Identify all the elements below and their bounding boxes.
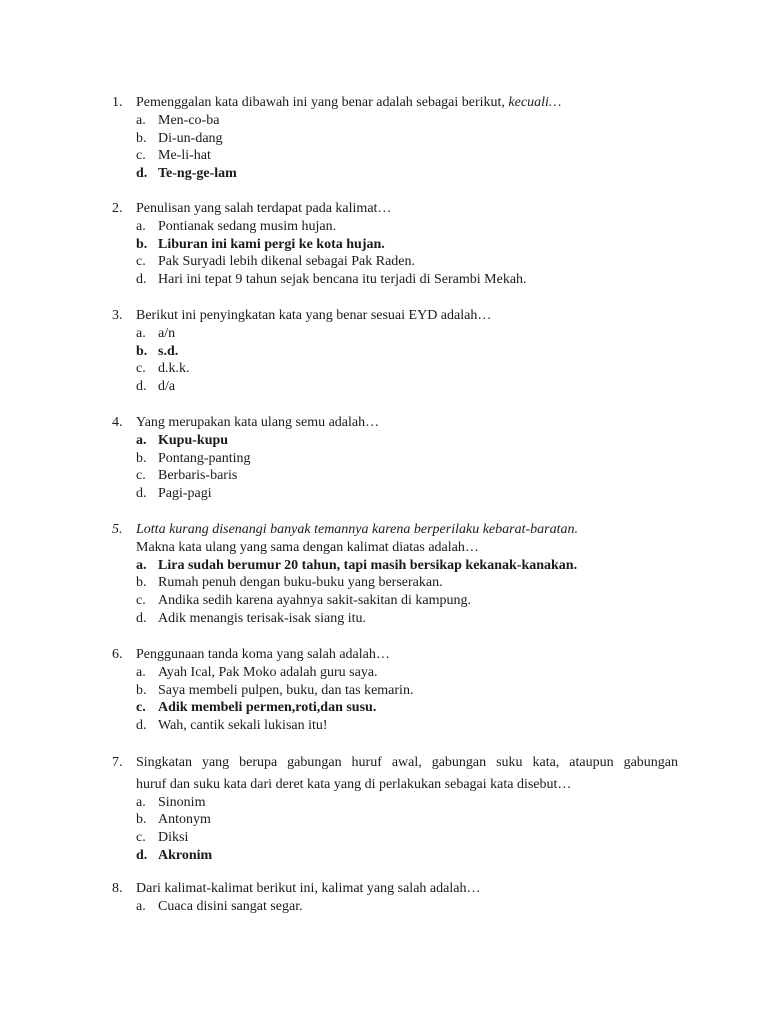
question-number: 2. — [112, 201, 123, 216]
option-letter: d. — [136, 610, 147, 626]
question-number: 3. — [112, 308, 123, 323]
option-letter: a. — [136, 325, 146, 341]
question-stem-line-1: Singkatan yang berupa gabungan huruf awal, gabungan suku kata, ataupun gabungan — [136, 755, 678, 770]
option-text: d.k.k. — [158, 361, 190, 377]
option-text: Me-li-hat — [158, 148, 211, 164]
option-a — [112, 112, 678, 130]
option-text: Men-co-ba — [158, 112, 220, 128]
option-letter: c. — [136, 361, 146, 377]
question-number: 7. — [112, 755, 123, 770]
option-text: Cuaca disini sangat segar. — [158, 898, 303, 914]
question-number: 1. — [112, 95, 123, 110]
option-text: Lira sudah berumur 20 tahun, tapi masih bersikap kekanak-kanakan. — [158, 557, 578, 573]
question-number: 5. — [112, 522, 123, 537]
option-b — [112, 130, 678, 148]
option-c — [112, 699, 678, 717]
option-text: Hari ini tepat 9 tahun sejak bencana itu terjadi di Serambi Mekah. — [158, 272, 527, 288]
option-d — [112, 165, 678, 183]
option-d — [112, 610, 678, 628]
option-letter: d. — [136, 379, 147, 395]
option-letter: a. — [136, 557, 147, 573]
question-1 — [112, 94, 678, 183]
question-stem: Lotta kurang disenangi banyak temannya karena berperilaku kebarat-baratan. — [136, 522, 578, 537]
option-text: Adik membeli permen,roti,dan susu. — [158, 700, 377, 716]
option-text: Berbaris-baris — [158, 468, 238, 484]
option-text: Akronim — [158, 847, 213, 863]
option-text: Andika sedih karena ayahnya sakit-sakitan di kampung. — [158, 593, 471, 609]
option-a — [112, 218, 678, 236]
option-c — [112, 592, 678, 610]
option-text: Adik menangis terisak-isak siang itu. — [158, 610, 367, 626]
option-text: s.d. — [158, 343, 179, 359]
option-b — [112, 811, 678, 829]
option-text: Rumah penuh dengan buku-buku yang berserakan. — [158, 575, 443, 591]
option-d — [112, 847, 678, 865]
option-letter: b. — [136, 682, 147, 698]
option-letter: b. — [136, 130, 147, 146]
option-letter: b. — [136, 343, 148, 359]
question-stem: Penggunaan tanda koma yang salah adalah… — [136, 647, 390, 662]
option-letter: c. — [136, 254, 146, 270]
question-3 — [112, 307, 678, 396]
option-text: Di-un-dang — [158, 130, 223, 146]
question-8 — [112, 880, 678, 916]
option-d — [112, 378, 678, 396]
option-text: Sinonim — [158, 794, 206, 810]
question-stem-line-2: huruf dan suku kata dari deret kata yang di perlakukan sebagai kata disebut… — [136, 776, 572, 792]
question-stem: Penulisan yang salah terdapat pada kalimat… — [136, 201, 392, 216]
option-a — [112, 664, 678, 682]
question-number: 8. — [112, 881, 123, 896]
option-letter: a. — [136, 794, 146, 810]
option-b — [112, 450, 678, 468]
option-text: Liburan ini kami pergi ke kota hujan. — [158, 236, 385, 252]
option-letter: d. — [136, 847, 148, 863]
option-letter: b. — [136, 450, 147, 466]
question-7 — [112, 754, 678, 865]
option-c — [112, 253, 678, 271]
option-letter: b. — [136, 236, 148, 252]
option-b — [112, 682, 678, 700]
option-b — [112, 236, 678, 254]
option-text: Kupu-kupu — [158, 432, 229, 448]
option-text: Pak Suryadi lebih dikenal sebagai Pak Raden. — [158, 254, 415, 270]
question-2 — [112, 200, 678, 289]
option-text: Pagi-pagi — [158, 486, 212, 502]
option-text: Pontang-panting — [158, 450, 251, 466]
option-d — [112, 717, 678, 735]
option-text: Wah, cantik sekali lukisan itu! — [158, 718, 328, 734]
question-stem: Yang merupakan kata ulang semu adalah… — [136, 415, 380, 430]
question-substem: Makna kata ulang yang sama dengan kalimat diatas adalah… — [136, 539, 479, 555]
option-a — [112, 794, 678, 812]
option-c — [112, 147, 678, 165]
option-letter: c. — [136, 830, 146, 846]
option-d — [112, 485, 678, 503]
question-number: 4. — [112, 415, 123, 430]
question-number: 6. — [112, 647, 123, 662]
question-stem: Pemenggalan kata dibawah ini yang benar adalah sebagai berikut, — [136, 95, 505, 110]
question-5 — [112, 521, 678, 628]
option-a — [112, 432, 678, 450]
option-text: Antonym — [158, 812, 211, 828]
option-b — [112, 574, 678, 592]
option-letter: b. — [136, 575, 147, 591]
option-c — [112, 360, 678, 378]
option-text: Te-ng-ge-lam — [158, 166, 237, 182]
option-letter: a. — [136, 898, 146, 914]
option-a — [112, 325, 678, 343]
option-letter: a. — [136, 432, 147, 448]
option-letter: d. — [136, 718, 147, 734]
option-letter: c. — [136, 148, 146, 164]
option-b — [112, 343, 678, 361]
option-text: a/n — [158, 325, 176, 341]
option-letter: c. — [136, 593, 146, 609]
question-4 — [112, 414, 678, 503]
option-letter: d. — [136, 486, 147, 502]
question-stem: Dari kalimat-kalimat berikut ini, kalimat yang salah adalah… — [136, 881, 481, 896]
option-c — [112, 829, 678, 847]
option-letter: c. — [136, 468, 146, 484]
question-stem: Berikut ini penyingkatan kata yang benar sesuai EYD adalah… — [136, 308, 492, 323]
option-text: Saya membeli pulpen, buku, dan tas kemarin. — [158, 682, 414, 698]
option-letter: a. — [136, 664, 146, 680]
option-letter: a. — [136, 218, 146, 234]
option-text: d/a — [158, 379, 176, 395]
option-letter: a. — [136, 112, 146, 128]
option-d — [112, 271, 678, 289]
option-letter: c. — [136, 700, 146, 716]
option-a — [112, 557, 678, 575]
question-6 — [112, 646, 678, 735]
option-text: Pontianak sedang musim hujan. — [158, 218, 337, 234]
option-text: Diksi — [158, 830, 189, 846]
option-a — [112, 898, 678, 916]
option-letter: d. — [136, 166, 148, 182]
option-letter: b. — [136, 812, 147, 828]
option-letter: d. — [136, 272, 147, 288]
question-stem-emphasis: kecuali… — [508, 95, 562, 110]
option-text: Ayah Ical, Pak Moko adalah guru saya. — [158, 664, 378, 680]
option-c — [112, 467, 678, 485]
